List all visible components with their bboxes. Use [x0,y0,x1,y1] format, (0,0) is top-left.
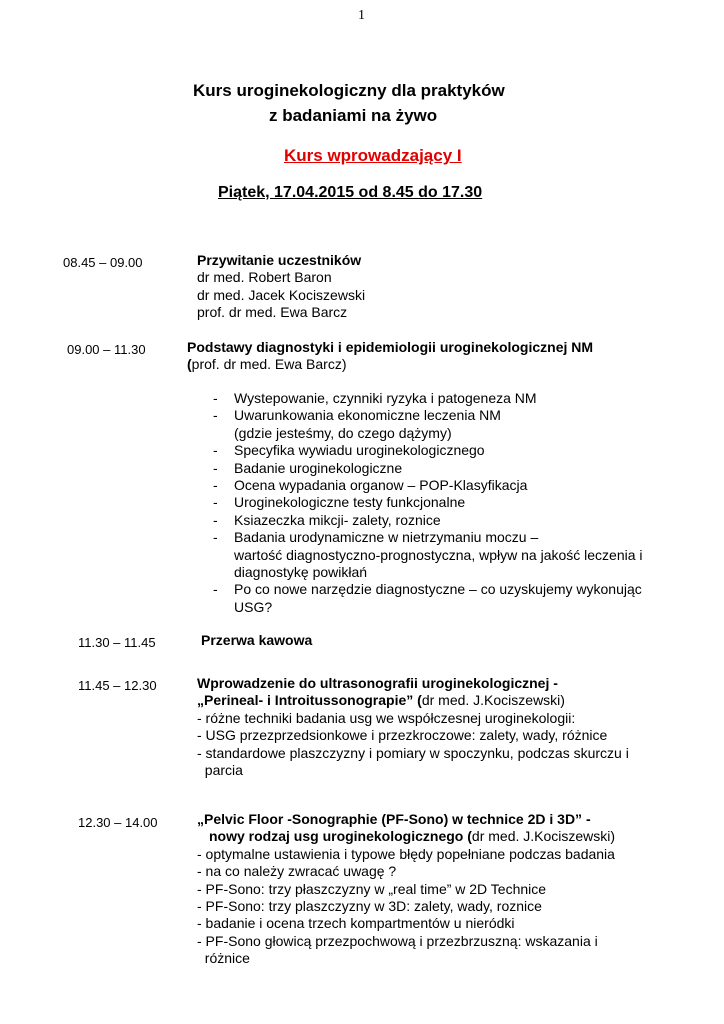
page-number: 1 [358,8,365,23]
session-4 [197,675,629,779]
session-5 [197,811,615,968]
session-1-title: Przywitanie uczestników [197,252,362,268]
course-date: Piątek, 17.04.2015 od 8.45 do 17.30 [218,184,483,201]
session-2-heading [187,339,593,374]
list-item: - PF-Sono: trzy płaszczyzny w „real time” w 2D Technice [197,880,547,897]
list-item: - PF-Sono głowicą przezpochwową i przezbrzuszną: wskazania i [197,932,598,949]
speaker: prof. dr med. Ewa Barcz [197,304,348,321]
list-item: - optymalne ustawienia i typowe błędy popełniane podczas badania [197,845,615,862]
list-item: - Uroginekologiczne testy funkcjonalne [213,494,466,511]
course-title-line1: Kurs uroginekologiczny dla praktyków [193,81,505,100]
session-2-speaker: (prof. dr med. Ewa Barcz) [187,356,347,373]
list-item: - USG przezprzedsionkowe i przezkroczowe: zalety, wady, różnice [197,727,608,744]
session-4-title-line2: „Perineal- i Introitussonograpie” (dr med. J.Kociszewski) [197,692,565,709]
list-item: różnice [197,950,250,967]
list-item: - standardowe plaszczyzny i pomiary w spoczynku, podczas skurczu i [197,744,629,761]
list-item: - Ksiazeczka mikcji- zalety, roznice [213,511,441,528]
course-subtitle: Kurs wprowadzający I [284,146,462,165]
session-1-time: 08.45 – 09.00 [63,255,143,270]
session-4-time: 11.45 – 12.30 [78,678,157,693]
list-item: - badanie i ocena trzech kompartmentów u nieródki [197,915,515,932]
session-2-topic-list [213,390,643,616]
list-item: - Wystepowanie, czynniki ryzyka i patogeneza NM [213,390,537,406]
session-2-time: 09.00 – 11.30 [67,342,146,357]
list-item: parcia [197,762,243,779]
session-2-title: Podstawy diagnostyki i epidemiologii uroginekologicznej NM [187,339,594,355]
list-item: - różne techniki badania usg we współczesnej uroginekologii: [197,709,576,726]
speaker: dr med. Robert Baron [197,269,332,286]
list-item: - Badanie uroginekologiczne [213,459,403,476]
list-item: - Badania urodynamiczne w nietrzymaniu moczu – wartość diagnostyczno-prognostyczna, wpływ na jakość leczenia i diagnostykę powikłań [213,529,643,581]
list-item: - Uwarunkowania ekonomiczne leczenia NM (gdzie jesteśmy, do czego dążymy) [213,407,501,441]
session-3-title: Przerwa kawowa [201,632,313,648]
list-item: - Specyfika wywiadu uroginekologicznego [213,442,485,459]
session-4-title: Wprowadzenie do ultrasonografii uroginekologicznej - [197,675,558,691]
session-5-title-line2: nowy rodzaj usg uroginekologicznego (dr med. J.Kociszewski) [209,828,616,845]
list-item: - Ocena wypadania organow – POP-Klasyfikacja [213,477,528,494]
list-item: - PF-Sono: trzy plaszczyzny w 3D: zalety, wady, roznice [197,898,542,915]
speaker: dr med. Jacek Kociszewski [197,286,366,303]
session-5-title: „Pelvic Floor -Sonographie (PF-Sono) w technice 2D i 3D” - [197,811,591,827]
course-title-line2: z badaniami na żywo [269,106,438,125]
session-3-time: 11.30 – 11.45 [78,635,156,650]
list-item: - Po co nowe narzędzie diagnostyczne – co uzyskujemy wykonując USG? [213,581,642,615]
session-5-time: 12.30 – 14.00 [78,815,158,830]
list-item: - na co należy zwracać uwagę ? [197,863,397,880]
session-1 [197,252,365,322]
